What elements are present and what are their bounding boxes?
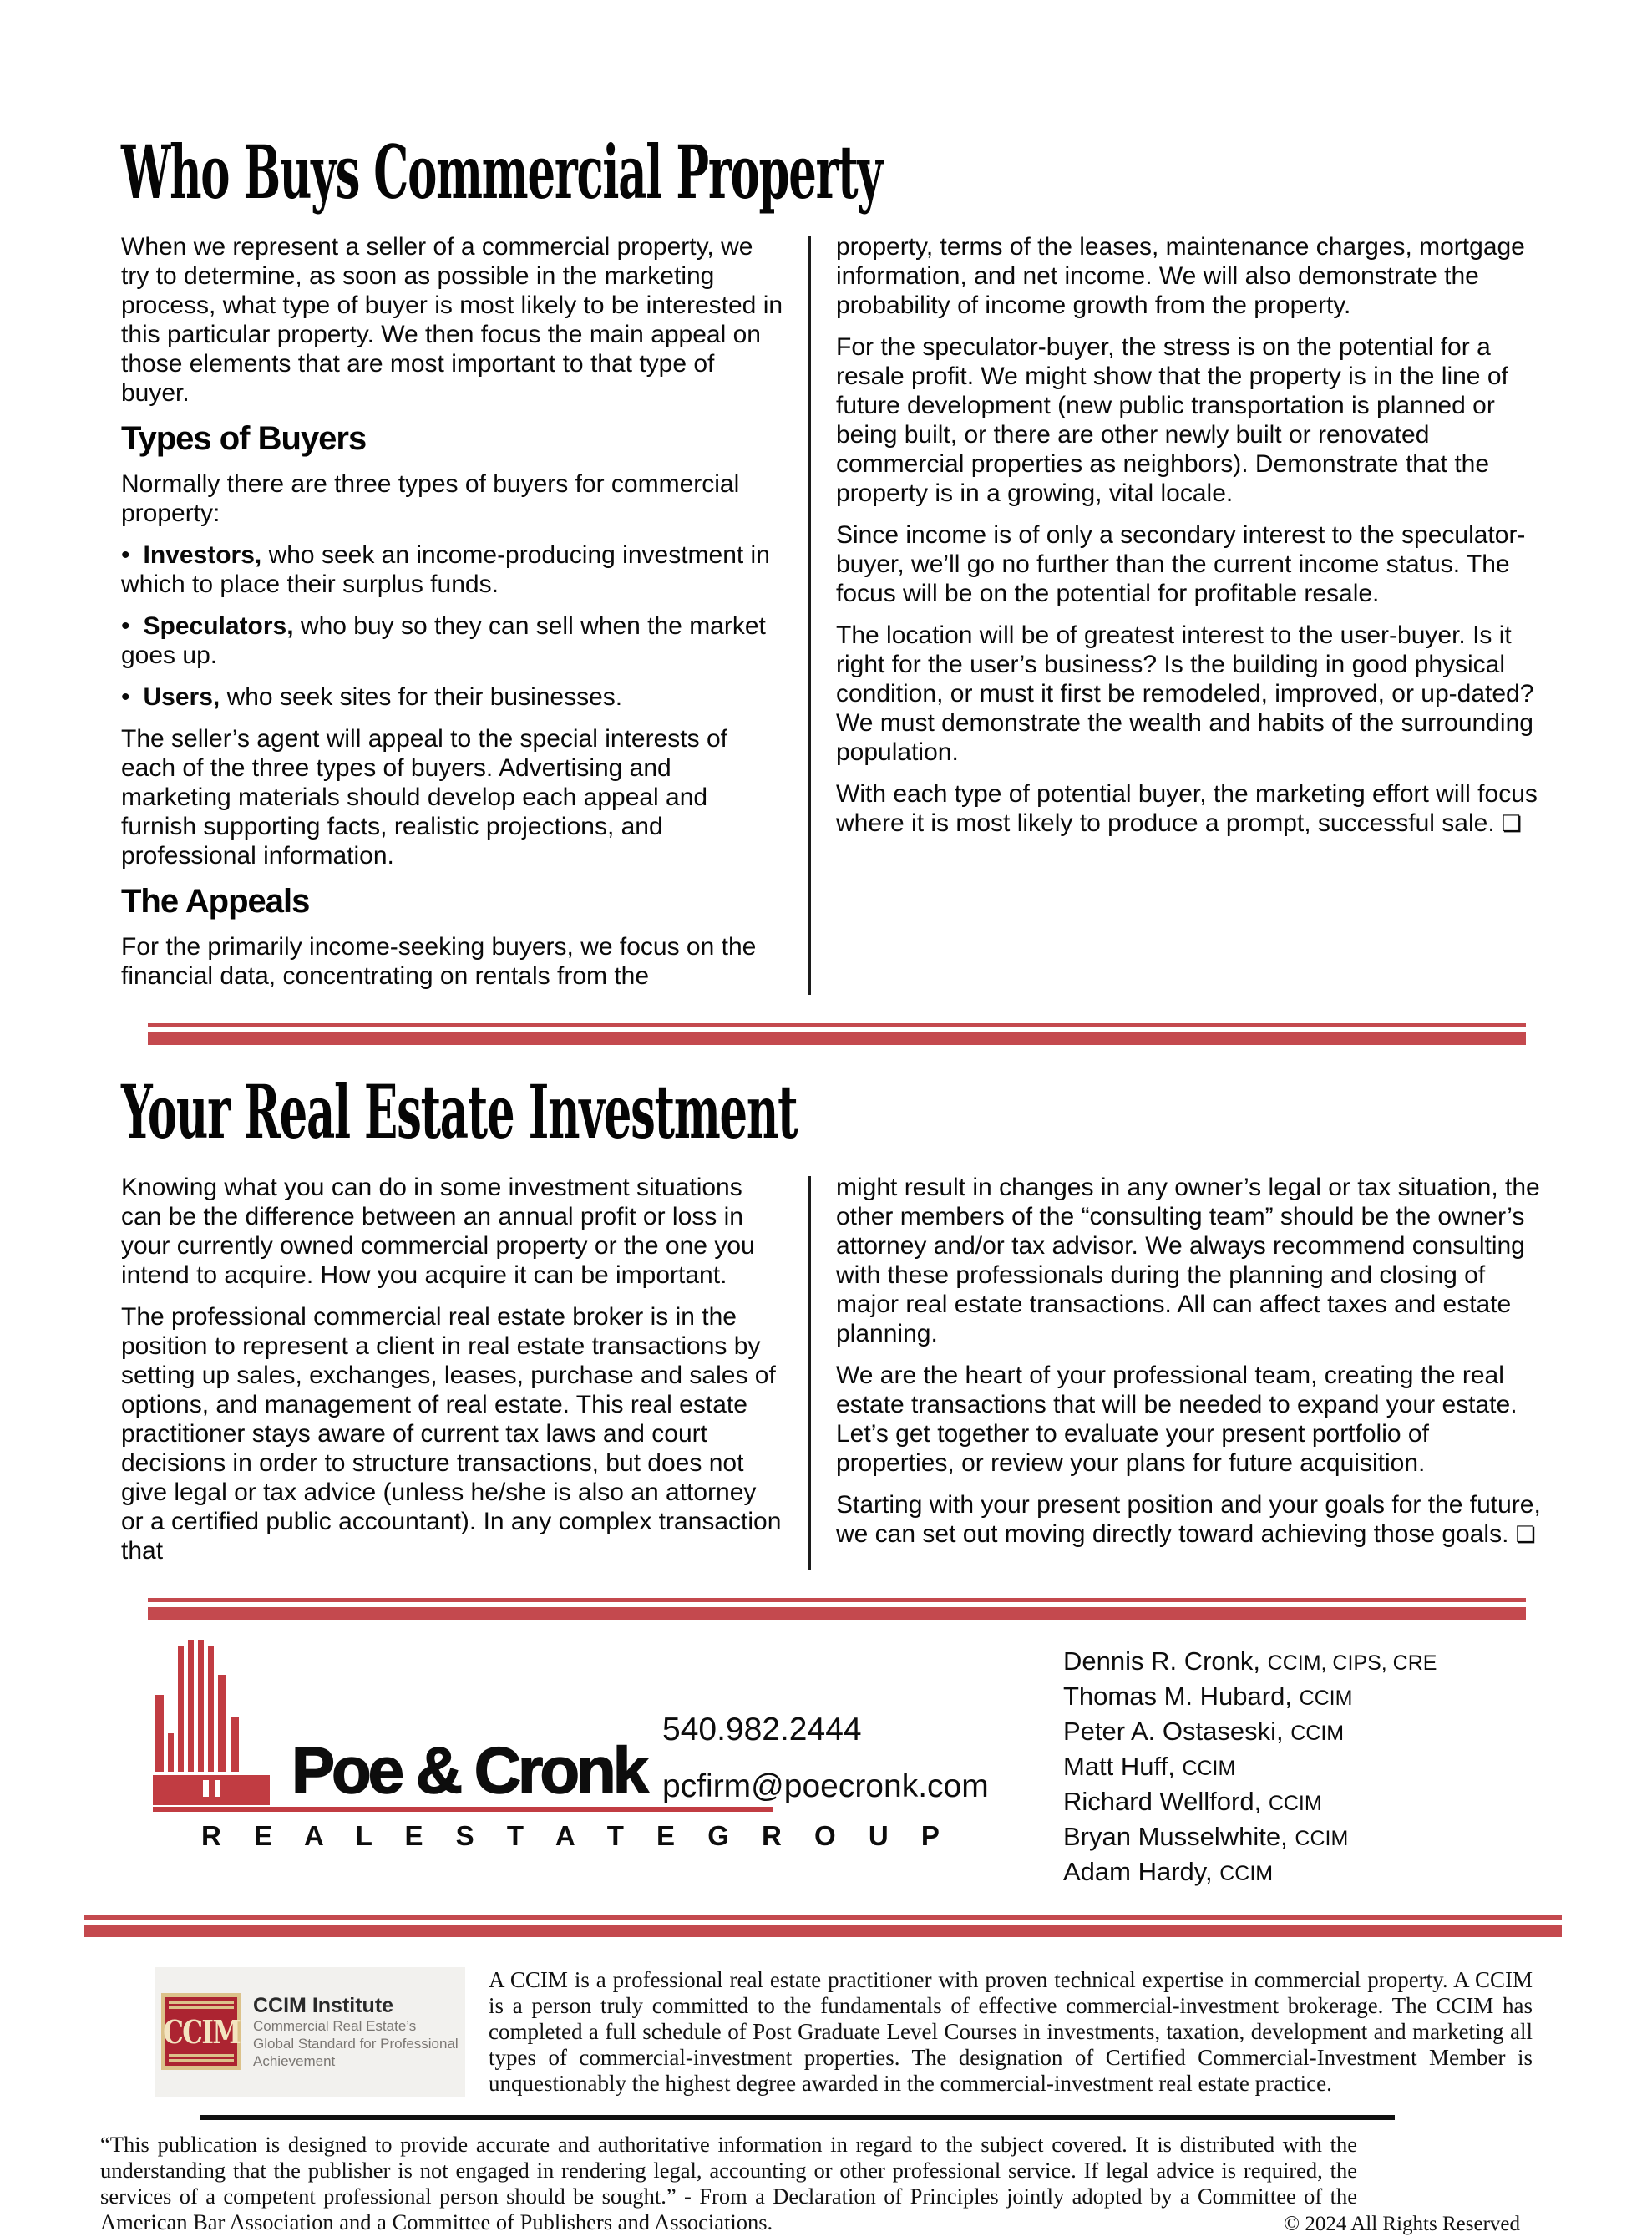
- agent-name: Dennis R. Cronk,: [1063, 1646, 1261, 1676]
- end-of-article-icon: ❏: [1515, 1521, 1536, 1548]
- phone-number: 540.982.2444: [662, 1711, 862, 1747]
- ccim-institute-logo: [155, 1967, 465, 2097]
- agent-row: [1063, 1645, 1437, 1680]
- bullet-icon: •: [121, 683, 130, 712]
- bullet-item-users: [121, 682, 785, 712]
- red-divider-thin-line: [148, 1023, 1526, 1027]
- bullet-lead: Users,: [143, 683, 220, 712]
- agent-row: [1063, 1820, 1437, 1855]
- paragraph: The location will be of greatest interest to the user-buyer. Is it right for the user’s business? Is the building in good physical condition, or must it first be remodeled, improved, or up-dated? We must demonstrate the wealth and habits of the surrounding population.: [836, 621, 1534, 767]
- agent-credentials: CCIM: [1182, 1756, 1236, 1780]
- agent-name: Matt Huff,: [1063, 1751, 1175, 1781]
- bullet-item-speculators: [121, 611, 785, 670]
- agent-name: Richard Wellford,: [1063, 1786, 1262, 1816]
- bullet-text: who seek an income-producing investment in which to place their surplus funds.: [121, 541, 770, 599]
- bullet-icon: •: [121, 612, 130, 641]
- building-base: [153, 1775, 270, 1805]
- article1-left-column: [121, 232, 785, 1003]
- ccim-badge-text: CCIM: [162, 2012, 241, 2051]
- agent-row: [1063, 1715, 1437, 1750]
- agent-row: [1063, 1680, 1437, 1715]
- agent-row: [1063, 1855, 1437, 1890]
- agent-credentials: CCIM: [1299, 1686, 1353, 1710]
- paragraph: [836, 1490, 1541, 1550]
- agent-name: Peter A. Ostaseski,: [1063, 1716, 1284, 1746]
- email-address: pcfirm@poecronk.com: [662, 1768, 989, 1804]
- article2-right-column: [836, 1173, 1541, 1578]
- column-divider-rule: [808, 236, 811, 995]
- paragraph: The professional commercial real estate broker is in the position to represent a client in real estate transactions by setting up sales, exchanges, leases, purchase and sales of options, and management of real estate. This real estate practitioner stays aware of current tax laws and court decisions in order to structure transactions, but does not give legal or tax advice (unless he/she is also an attorney or a certified public accountant). In any complex transaction that: [121, 1302, 782, 1565]
- subhead-types-of-buyers: Types of Buyers: [121, 420, 367, 458]
- copyright-notice: © 2024 All Rights Reserved: [1284, 2212, 1520, 2235]
- red-divider-full-width: [84, 1915, 1562, 1937]
- red-divider-thin-line: [84, 1915, 1562, 1920]
- ccim-org-name: CCIM Institute: [253, 1993, 394, 2017]
- ccim-section: [155, 1967, 1541, 2097]
- subhead-the-appeals: The Appeals: [121, 883, 310, 921]
- agent-credentials: CCIM: [1290, 1721, 1345, 1745]
- paragraph: Normally there are three types of buyers for commercial property:: [121, 470, 740, 528]
- red-divider-thick-bar: [148, 1032, 1526, 1045]
- end-of-article-icon: ❏: [1502, 811, 1523, 838]
- paragraph: Since income is of only a secondary interest to the speculator-buyer, we’ll go no further than the current income status. The focus will be on the potential for profitable resale.: [836, 521, 1526, 608]
- article2-left-column: [121, 1173, 785, 1578]
- article2-title: Your Real Estate Investment: [121, 1068, 798, 1156]
- agent-name: Adam Hardy,: [1063, 1856, 1213, 1886]
- agent-credentials: CCIM: [1295, 1826, 1349, 1850]
- red-divider-thin-line: [148, 1598, 1526, 1602]
- ccim-subtitle-2: Global Standard for Professional Achievement: [253, 2035, 459, 2069]
- agent-credentials: CCIM: [1268, 1791, 1322, 1815]
- column-divider-rule: [808, 1176, 811, 1570]
- brand-footer: [121, 1635, 1541, 1895]
- paragraph: property, terms of the leases, maintenance charges, mortgage information, and net income. We will also demonstrate the probability of income growth from the property.: [836, 233, 1525, 320]
- paragraph: We are the heart of your professional team, creating the real estate transactions that will be needed to expand your estate. Let’s get together to evaluate your present portfolio of properties, or review your plans for future acquisition.: [836, 1361, 1518, 1477]
- disclaimer-text: “This publication is designed to provide accurate and authoritative information in regard to the subject covered. It is distributed with the understanding that the publisher is not engaged in rendering legal, accounting or other professional service. If legal advice is required, the services of a competent professional person should be sought.” - From a Declaration of Principles jointly adopted by a Committee of the American Bar Association and a Committee of Publishers and Associations.: [100, 2131, 1357, 2234]
- bullet-text: who buy so they can sell when the market goes up.: [121, 612, 766, 670]
- paragraph: For the primarily income-seeking buyers, we focus on the financial data, concentrating on rentals from the: [121, 933, 757, 991]
- legal-disclaimer: [100, 2132, 1566, 2235]
- paragraph: For the speculator-buyer, the stress is on the potential for a resale profit. We might show that the property is in the line of future development (new public transportation is planned or being built, or there are other newly built or renovated commercial properties as neighbors). Demonstrate that the property is in a growing, vital locale.: [836, 333, 1508, 508]
- bullet-lead: Investors,: [143, 541, 262, 570]
- article-your-investment: [121, 1068, 1541, 1577]
- agent-credentials: CCIM, CIPS, CRE: [1267, 1651, 1437, 1675]
- article1-title: Who Buys Commercial Property: [121, 129, 882, 216]
- red-divider: [148, 1023, 1526, 1045]
- agent-row: [1063, 1750, 1437, 1785]
- bullet-icon: •: [121, 541, 130, 570]
- ccim-description: A CCIM is a professional real estate practitioner with proven technical expertise in commercial property. A CCIM is a person truly committed to the fundamentals of effective commercial-investment brokerage. The CCIM has completed a full schedule of Post Graduate Level Courses in investments, taxation, development and marketing all types of commercial-investment properties. The designation of Certified Commercial-Investment Member is unquestionably the highest degree awarded in the commercial-investment real estate practice.: [489, 1966, 1533, 2096]
- poe-cronk-building-icon: [153, 1640, 280, 1805]
- paragraph: When we represent a seller of a commercial property, we try to determine, as soon as possible in the marketing process, what type of buyer is most likely to be interested in this particular property. We then focus the main appeal on those elements that are most important to that type of buyer.: [121, 233, 783, 408]
- paragraph: might result in changes in any owner’s legal or tax situation, the other members of the “consulting team” should be the owner’s attorney and/or tax advisor. We always recommend consulting with these professionals during the planning and closing of major real estate transactions. All can affect taxes and estate planning.: [836, 1173, 1540, 1347]
- bullet-lead: Speculators,: [143, 612, 294, 641]
- red-divider-thick-bar: [148, 1607, 1526, 1620]
- agent-row: [1063, 1785, 1437, 1820]
- contact-block: [662, 1712, 989, 1805]
- bullet-text: who seek sites for their businesses.: [220, 683, 623, 712]
- black-divider-rule: [200, 2115, 1395, 2120]
- article1-right-column: [836, 232, 1541, 1003]
- ccim-badge-icon: [161, 1993, 241, 2070]
- brand-tagline: R E A L E S T A T E G R O U P: [201, 1819, 952, 1851]
- red-divider-thick-bar: [84, 1925, 1562, 1937]
- agent-credentials: CCIM: [1219, 1861, 1274, 1885]
- bullet-item-investors: [121, 540, 785, 599]
- paragraph: Knowing what you can do in some investment situations can be the difference between an annual profit or loss in your currently owned commercial property or the one you intend to acquire. How you acquire it can be important.: [121, 1173, 755, 1289]
- agent-name: Thomas M. Hubard,: [1063, 1681, 1292, 1711]
- paragraph: The seller’s agent will appeal to the special interests of each of the three types of buyers. Advertising and marketing materials should develop each appeal and furnish supporting facts, realistic projections, and professional information.: [121, 725, 727, 870]
- red-divider: [148, 1598, 1526, 1620]
- agent-name: Bryan Musselwhite,: [1063, 1821, 1288, 1851]
- article-who-buys: [121, 129, 1541, 1003]
- paragraph: [836, 779, 1541, 839]
- paragraph-text: With each type of potential buyer, the marketing effort will focus where it is most likely to produce a prompt, successful sale.: [836, 780, 1538, 838]
- paragraph-text: Starting with your present position and your goals for the future, we can set out moving directly toward achieving those goals.: [836, 1490, 1541, 1548]
- ccim-subtitle-1: Commercial Real Estate’s: [253, 2017, 417, 2034]
- brand-wordmark: Poe & Cronk: [291, 1732, 646, 1807]
- agent-list: [1063, 1645, 1437, 1890]
